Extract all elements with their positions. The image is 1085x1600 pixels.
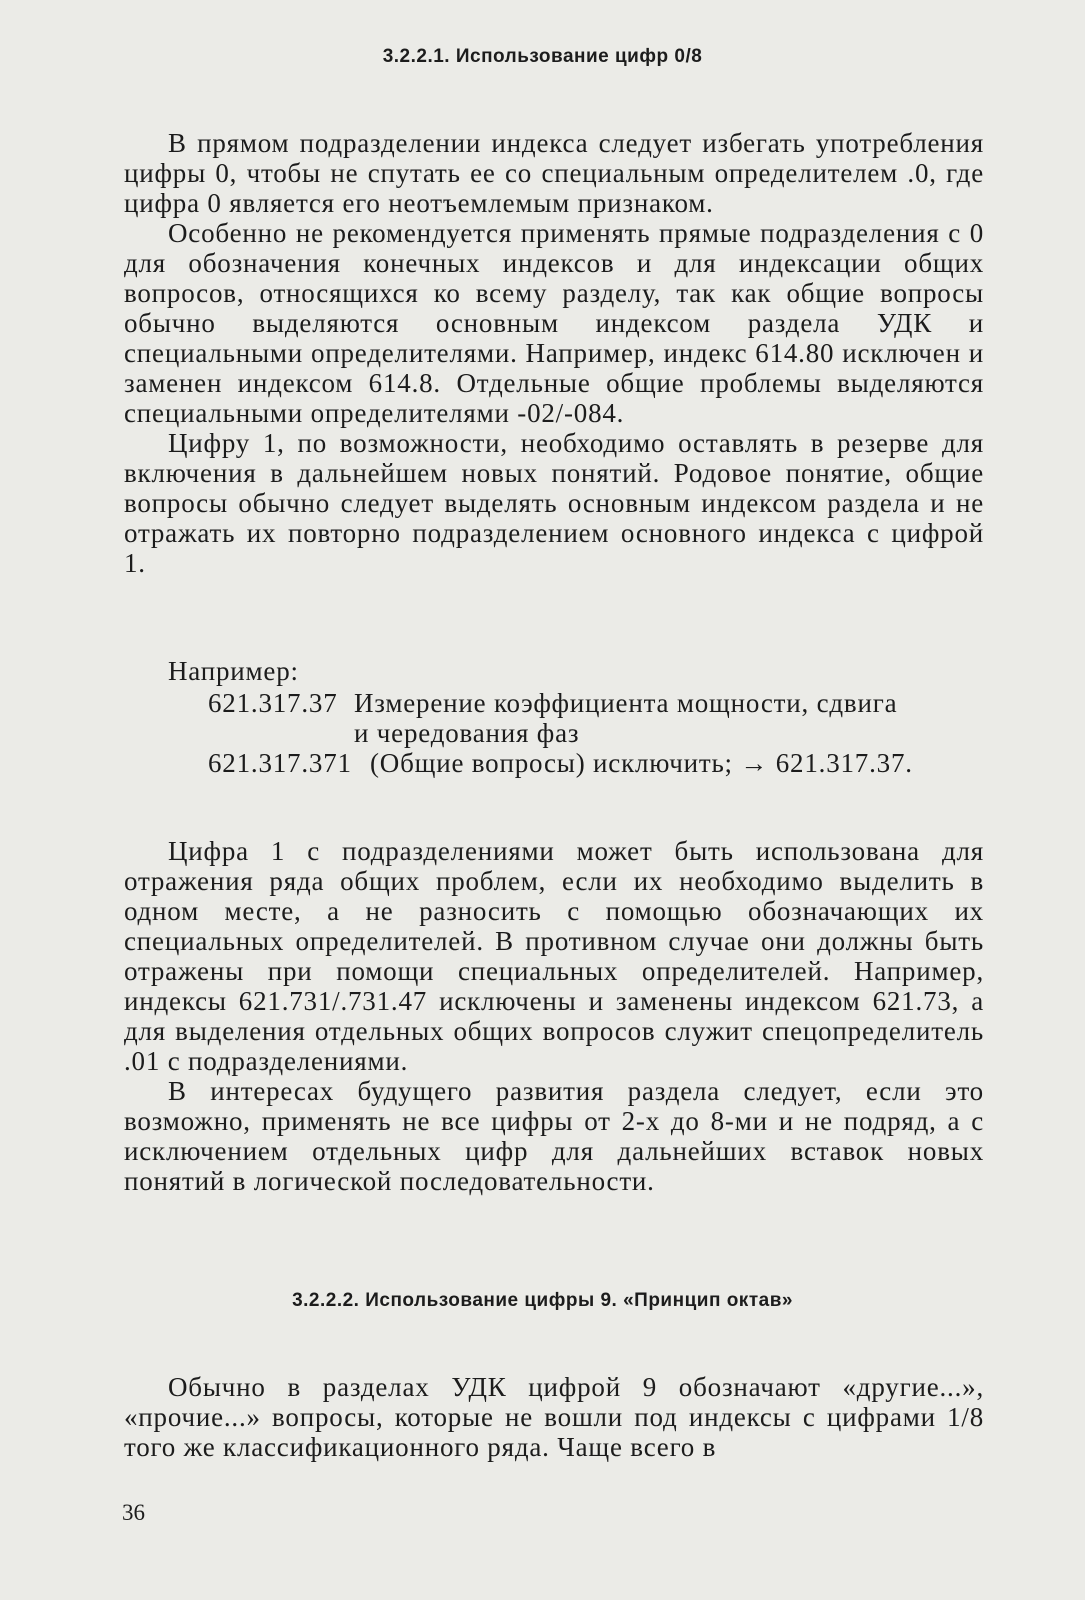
section-heading-2: 3.2.2.2. Использование цифры 9. «Принцип октав»: [292, 1290, 793, 1311]
paragraph-4: Цифра 1 с подразделениями может быть использована для отражения ряда общих проблем, если их необходимо выделить в одном месте, а не разносить с помощью обозначающих их специальных определителей. В противном случае они должны быть отражены при помощи специальных определителей. Например, индексы 621.731/.731.47 исключены и заменены индексом 621.73, а для выделения отдельных общих вопросов служит спецопределитель .01 с подразделениями.: [124, 836, 984, 1076]
page-number: 36: [122, 1500, 145, 1525]
paragraph-6: Обычно в разделах УДК цифрой 9 обозначают «другие...», «прочие...» вопросы, которые не вошли под индексы с цифрами 1/8 того же классификационного ряда. Чаще всего в: [124, 1372, 984, 1462]
example-text-1-continuation: и чередования фаз: [354, 718, 580, 748]
example-text-1: Измерение коэффициента мощности, сдвига: [354, 688, 898, 718]
section-1-body: [124, 128, 984, 578]
section-1-body-continued: [124, 836, 984, 1196]
section-2-body: [124, 1372, 984, 1462]
example-label: Например:: [168, 656, 299, 686]
paragraph-2: Особенно не рекомендуется применять прямые подразделения с 0 для обозначения конечных индексов и для индексации общих вопросов, относящихся ко всему разделу, так как общие вопросы обычно выделяются основным индексом раздела УДК и специальными определителями. Например, индекс 614.80 исключен и заменен индексом 614.8. Отдельные общие проблемы выделяются специальными определителями -02/-084.: [124, 218, 984, 428]
paragraph-1: В прямом подразделении индекса следует избегать употребления цифры 0, чтобы не спутать ее со специальным определителем .0, где цифра 0 является его неотъемлемым признаком.: [124, 128, 984, 218]
example-code-2: 621.317.371: [208, 748, 352, 778]
paragraph-5: В интересах будущего развития раздела следует, если это возможно, применять не все цифры от 2-х до 8-ми и не подряд, а с исключением отдельных цифр для дальнейших вставок новых понятий в логической последовательности.: [124, 1076, 984, 1196]
paragraph-3: Цифру 1, по возможности, необходимо оставлять в резерве для включения в дальнейшем новых понятий. Родовое понятие, общие вопросы обычно следует выделять основным индексом раздела и не отражать их повторно подразделением основного индекса с цифрой 1.: [124, 428, 984, 578]
example-text-2: (Общие вопросы) исключить; → 621.317.37.: [370, 748, 913, 778]
section-heading-1: 3.2.2.1. Использование цифр 0/8: [382, 46, 703, 67]
example-code-1: 621.317.37: [208, 688, 338, 718]
